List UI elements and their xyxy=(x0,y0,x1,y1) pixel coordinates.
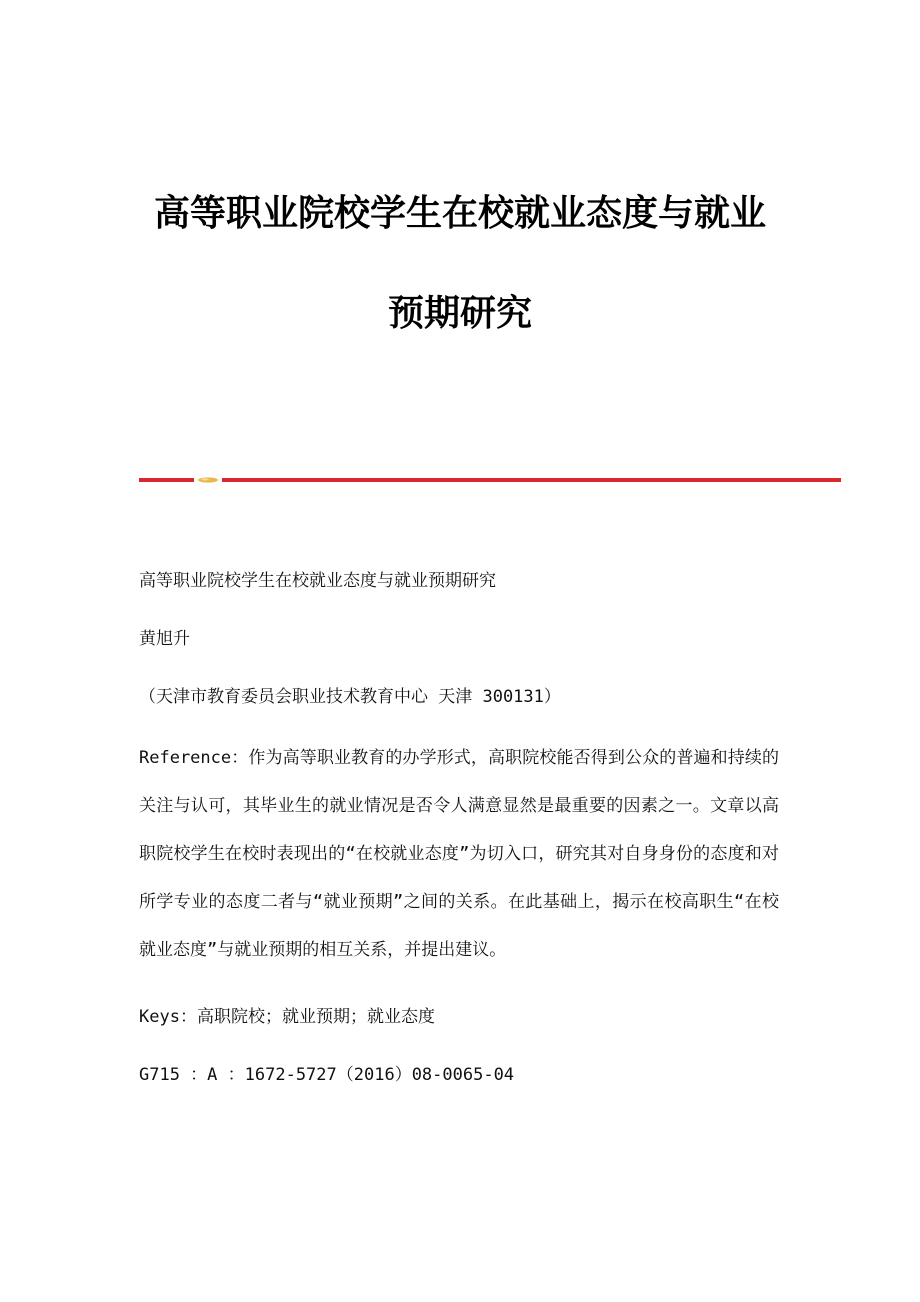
keys-text: 高职院校；就业预期；就业态度 xyxy=(196,1007,435,1027)
divider-left-segment xyxy=(139,478,194,482)
article-body xyxy=(139,566,779,1090)
article-classification: G715 ：A ：1672-5727（2016）08-0065-04 xyxy=(139,1065,515,1085)
article-abstract xyxy=(139,734,779,974)
title-divider xyxy=(139,477,841,483)
article-affiliation: （天津市教育委员会职业技术教育中心 天津 300131） xyxy=(139,687,561,707)
divider-right-segment xyxy=(222,478,841,482)
title-line-1: 高等职业院校学生在校就业态度与就业 xyxy=(153,193,766,234)
article-title: 高等职业院校学生在校就业态度与就业预期研究 xyxy=(139,571,496,591)
document-title xyxy=(0,188,920,340)
keys-label: Keys： xyxy=(139,1007,197,1027)
leaf-ornament-icon xyxy=(197,477,219,483)
article-author: 黄旭升 xyxy=(139,629,190,649)
abstract-label: Reference： xyxy=(139,748,249,768)
abstract-text: 作为高等职业教育的办学形式，高职院校能否得到公众的普遍和持续的关注与认可，其毕业生的就业情况是否令人满意显然是最重要的因素之一。文章以高职院校学生在校时表现出的“在校就业态度”为切入口，研究其对自身身份的态度和对所学专业的态度二者与“就业预期”之间的关系。在此基础上，揭示在校高职生“在校就业态度”与就业预期的相互关系，并提出建议。 xyxy=(139,748,779,960)
article-keywords xyxy=(139,1002,779,1032)
title-line-2: 预期研究 xyxy=(387,293,532,334)
